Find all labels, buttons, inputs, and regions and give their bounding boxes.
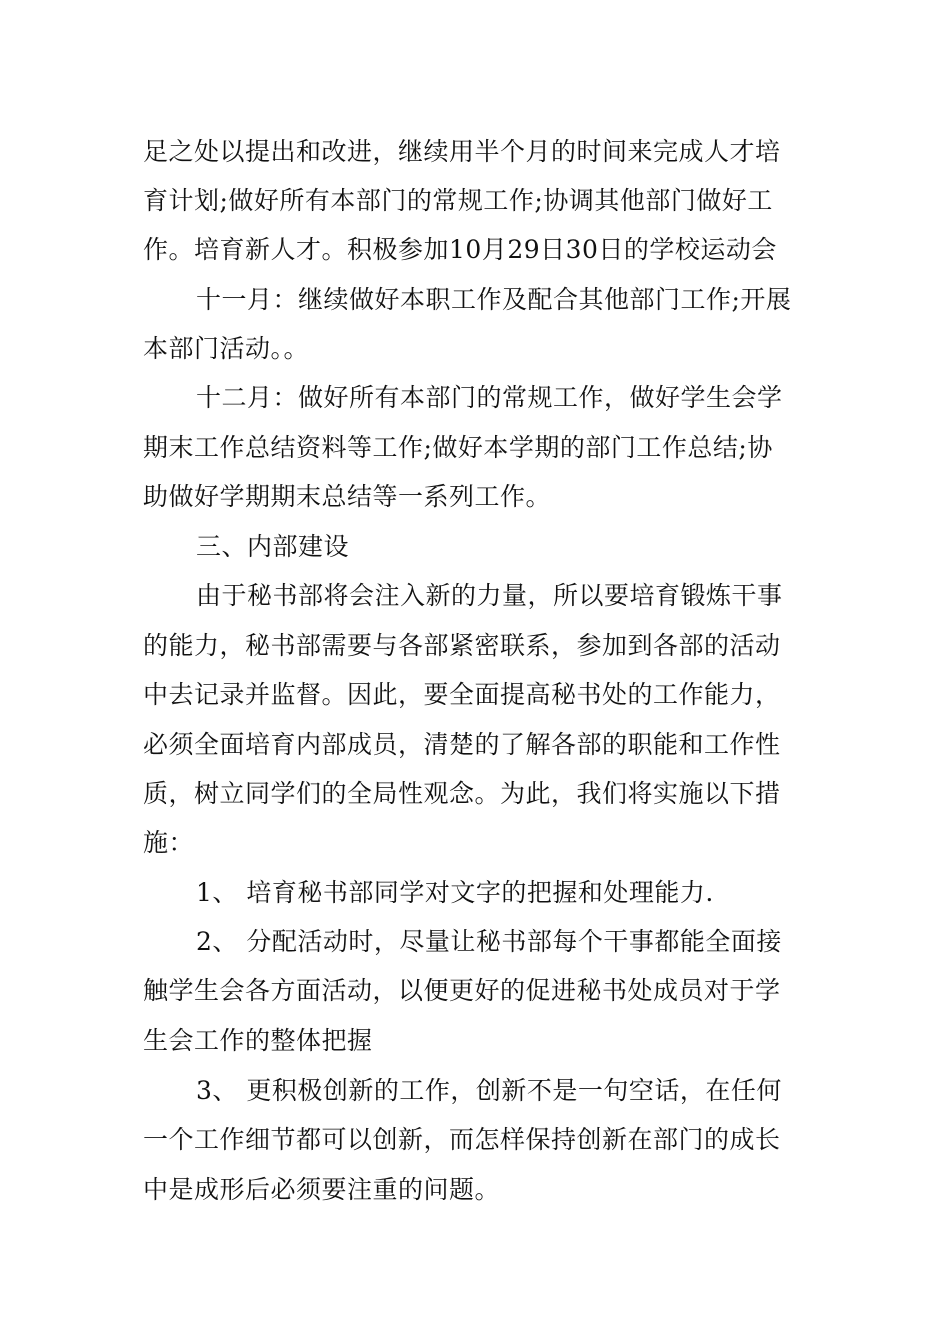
text-line: 由于秘书部将会注入新的力量，所以要培育锻炼干事: [196, 581, 783, 610]
list-item: 2、 分配活动时，尽量让秘书部每个干事都能全面接: [196, 927, 782, 956]
text-line: 助做好学期期末总结等一系列工作。: [143, 482, 552, 511]
text-line: 质，树立同学们的全局性观念。为此，我们将实施以下措: [143, 779, 781, 808]
text-line: 触学生会各方面活动，以便更好的促进秘书处成员对于学: [143, 976, 781, 1005]
text-line: 中是成形后必须要注重的问题。: [143, 1175, 501, 1204]
text-line: 足之处以提出和改进，继续用半个月的时间来完成人才培: [143, 137, 781, 166]
text-line: 十二月：做好所有本部门的常规工作，做好学生会学: [196, 383, 783, 412]
text-line: 一个工作细节都可以创新，而怎样保持创新在部门的成长: [143, 1125, 781, 1154]
text-line: 期末工作总结资料等工作;做好本学期的部门工作总结;协: [143, 433, 773, 462]
text-line: 本部门活动。。: [143, 334, 310, 363]
text-line: 中去记录并监督。因此，要全面提高秘书处的工作能力，: [143, 680, 781, 709]
text-line: 十一月：继续做好本职工作及配合其他部门工作;开展: [196, 285, 792, 314]
text-line: 生会工作的整体把握: [143, 1026, 373, 1055]
text-line: 的能力，秘书部需要与各部紧密联系，参加到各部的活动: [143, 631, 781, 660]
text-line: 作。培育新人才。积极参加10月29日30日的学校运动会: [143, 235, 777, 264]
section-heading: 三、内部建设: [196, 532, 350, 561]
text-line: 必须全面培育内部成员，清楚的了解各部的职能和工作性: [143, 730, 781, 759]
list-item: 1、 培育秘书部同学对文字的把握和处理能力.: [196, 878, 714, 907]
text-line: 育计划;做好所有本部门的常规工作;协调其他部门做好工: [143, 186, 773, 215]
list-item: 3、 更积极创新的工作，创新不是一句空话，在任何: [196, 1076, 782, 1105]
text-line: 施：: [143, 828, 195, 857]
